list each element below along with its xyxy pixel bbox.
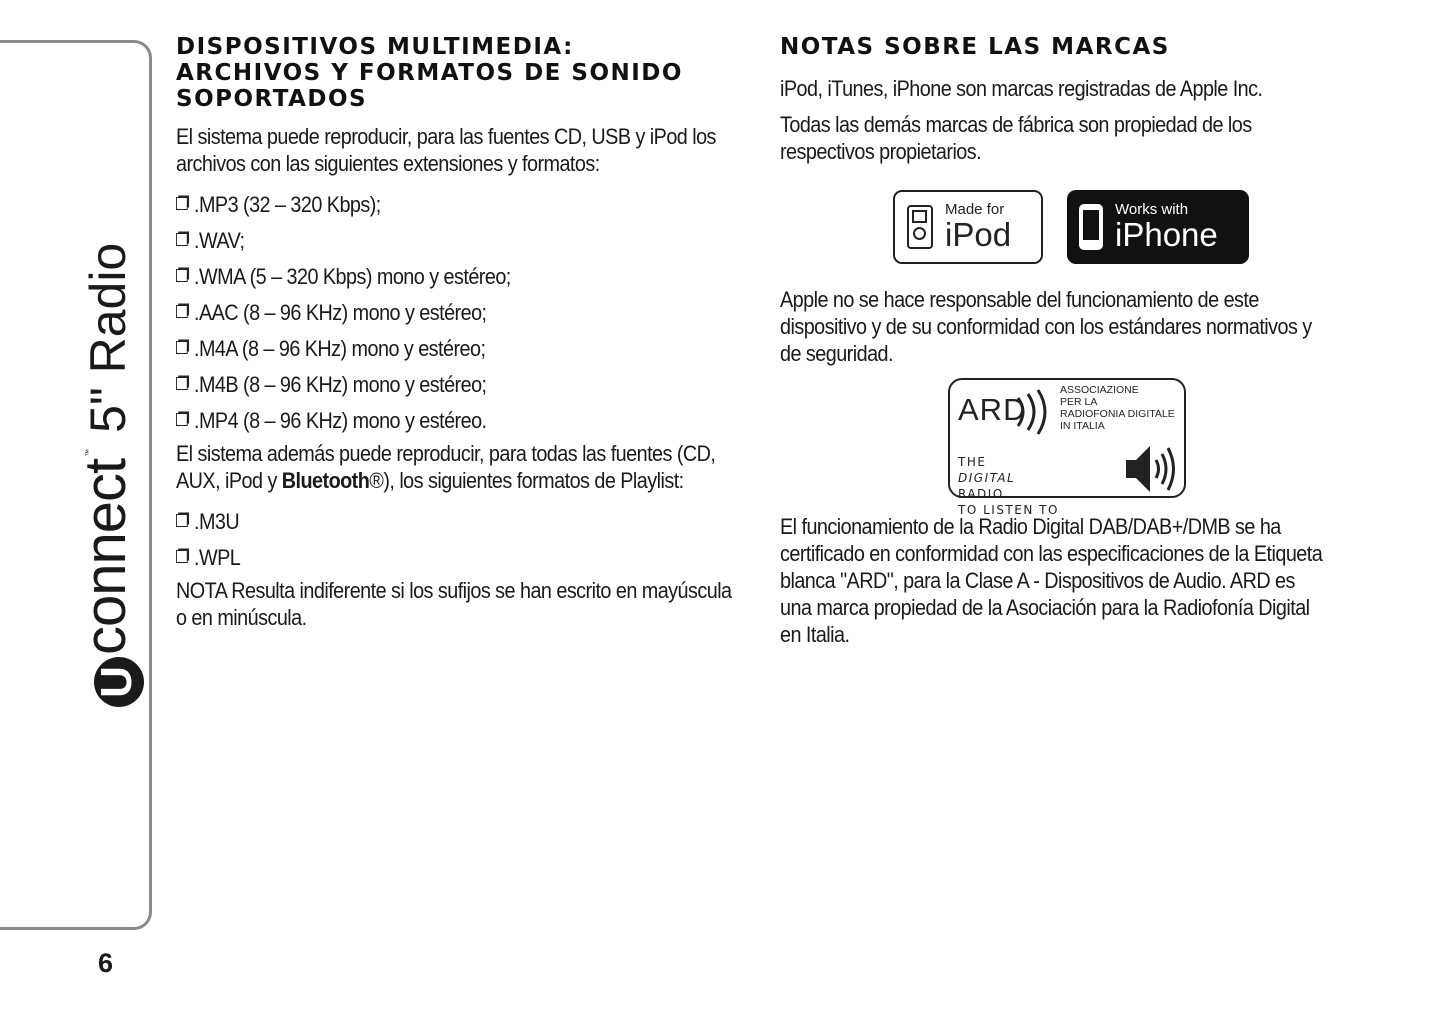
iphone-icon bbox=[1079, 204, 1103, 250]
text-line: PER LA bbox=[1060, 396, 1098, 408]
trademarks-heading: NOTAS SOBRE LAS MARCAS bbox=[780, 34, 1170, 60]
text-line: en Italia. bbox=[780, 622, 850, 647]
format-label: .MP4 (8 – 96 KHz) mono y estéreo. bbox=[194, 407, 487, 433]
ard-tagline bbox=[958, 454, 1059, 518]
text-line: o en minúscula. bbox=[176, 605, 307, 630]
text-span: THE bbox=[958, 455, 987, 469]
text-span: AUX, iPod y bbox=[176, 468, 282, 493]
broadcast-waves-icon bbox=[1014, 388, 1058, 436]
apple-badges bbox=[893, 190, 1249, 264]
bluetooth-term: Bluetooth bbox=[281, 468, 370, 493]
format-item bbox=[176, 330, 698, 366]
ipod-icon bbox=[907, 205, 933, 249]
heading-line: DISPOSITIVOS MULTIMEDIA: bbox=[176, 34, 574, 60]
trademark-line: iPod, iTunes, iPhone son marcas registradas de Apple Inc. bbox=[780, 76, 1263, 101]
text-line: Todas las demás marcas de fábrica son propiedad de los bbox=[780, 112, 1252, 137]
text-line: El funcionamiento de la Radio Digital DAB/DAB+/DMB se ha bbox=[780, 514, 1281, 539]
format-item bbox=[176, 294, 698, 330]
format-label: .M4B (8 – 96 KHz) mono y estéreo; bbox=[194, 371, 487, 397]
text-line: IN ITALIA bbox=[1060, 420, 1105, 432]
playlist-label: .M3U bbox=[194, 508, 240, 534]
multimedia-heading bbox=[176, 34, 756, 112]
badge-text bbox=[1115, 202, 1218, 252]
format-label: .WMA (5 – 320 Kbps) mono y estéreo; bbox=[194, 263, 511, 289]
right-column bbox=[780, 34, 1370, 165]
other-trademarks-paragraph bbox=[780, 111, 1311, 165]
badge-small-text: Made for bbox=[945, 201, 1005, 218]
uconnect-wordmark: connect bbox=[73, 458, 138, 655]
ard-association-text bbox=[1060, 384, 1175, 432]
text-line bbox=[958, 454, 1059, 502]
text-line: Apple no se hace responsable del funcionamiento de este bbox=[780, 287, 1259, 312]
checkbox-bullet-icon bbox=[176, 550, 188, 563]
checkbox-bullet-icon bbox=[176, 377, 188, 390]
playlist-label: .WPL bbox=[194, 544, 241, 570]
text-span: DIGITAL bbox=[958, 471, 1016, 485]
text-line: ASSOCIAZIONE bbox=[1060, 384, 1139, 396]
section-title bbox=[72, 243, 139, 707]
uconnect-u-mark: U bbox=[94, 657, 144, 707]
page-number: 6 bbox=[98, 948, 114, 978]
format-label: .WAV; bbox=[194, 227, 245, 253]
format-item bbox=[176, 366, 698, 402]
left-column bbox=[176, 34, 756, 631]
text-line: NOTA Resulta indiferente si los sufijos se han escrito en mayúscula bbox=[176, 578, 732, 603]
checkbox-bullet-icon bbox=[176, 269, 188, 282]
ard-mark: ARD bbox=[958, 392, 1027, 427]
apple-disclaimer bbox=[780, 286, 1312, 367]
works-with-iphone-badge bbox=[1067, 190, 1249, 264]
checkbox-bullet-icon bbox=[176, 233, 188, 246]
checkbox-bullet-icon bbox=[176, 305, 188, 318]
badge-small-text: Works with bbox=[1115, 201, 1189, 218]
text-span: RADIO bbox=[958, 487, 1004, 501]
playlist-item bbox=[176, 539, 698, 575]
heading-line: ARCHIVOS Y FORMATOS DE SONIDO bbox=[176, 60, 683, 86]
text-line: dispositivo y de su conformidad con los estándares normativos y bbox=[780, 314, 1312, 339]
dab-certification-paragraph bbox=[780, 513, 1322, 648]
text-line: respectivos propietarios. bbox=[780, 139, 982, 164]
text-line: blanca "ARD", para la Clase A - Dispositivos de Audio. ARD es bbox=[780, 568, 1295, 593]
format-list bbox=[176, 186, 756, 438]
intro-paragraph bbox=[176, 123, 716, 177]
badge-big-text: iPhone bbox=[1115, 216, 1218, 253]
checkbox-bullet-icon bbox=[176, 197, 188, 210]
playlist-list bbox=[176, 503, 756, 575]
ard-logo bbox=[948, 378, 1186, 517]
text-line: una marca propiedad de la Asociación para la Radiofonía Digital bbox=[780, 595, 1310, 620]
format-label: .AAC (8 – 96 KHz) mono y estéreo; bbox=[194, 299, 487, 325]
text-line: TO LISTEN TO bbox=[958, 503, 1059, 517]
text-line: El sistema puede reproducir, para las fuentes CD, USB y iPod los bbox=[176, 124, 716, 149]
badge-big-text: iPod bbox=[945, 216, 1012, 253]
text-line: de seguridad. bbox=[780, 341, 893, 366]
playlist-intro bbox=[176, 440, 716, 494]
text-line: RADIOFONIA DIGITALE bbox=[1060, 408, 1175, 420]
heading-line: SOPORTADOS bbox=[176, 86, 368, 112]
format-item bbox=[176, 186, 698, 222]
text-line bbox=[176, 467, 698, 494]
format-item bbox=[176, 222, 698, 258]
text-line: certificado en conformidad con las especificaciones de la Etiqueta bbox=[780, 541, 1323, 566]
format-item bbox=[176, 258, 698, 294]
format-item bbox=[176, 402, 698, 438]
text-span: ®), los siguientes formatos de Playlist: bbox=[369, 468, 684, 493]
made-for-ipod-badge bbox=[893, 190, 1043, 264]
trademark-symbol: ™ bbox=[84, 448, 93, 457]
badge-text bbox=[945, 202, 1011, 252]
note-paragraph bbox=[176, 577, 732, 631]
section-product-name: 5" Radio bbox=[80, 242, 136, 433]
uconnect-logo bbox=[72, 449, 139, 707]
speaker-icon bbox=[1124, 442, 1180, 496]
text-line: archivos con las siguientes extensiones y formatos: bbox=[176, 151, 600, 176]
checkbox-bullet-icon bbox=[176, 514, 188, 527]
checkbox-bullet-icon bbox=[176, 341, 188, 354]
format-label: .MP3 (32 – 320 Kbps); bbox=[194, 191, 381, 217]
playlist-item bbox=[176, 503, 698, 539]
format-label: .M4A (8 – 96 KHz) mono y estéreo; bbox=[194, 335, 486, 361]
text-line: El sistema además puede reproducir, para todas las fuentes (CD, bbox=[176, 441, 716, 466]
checkbox-bullet-icon bbox=[176, 413, 188, 426]
